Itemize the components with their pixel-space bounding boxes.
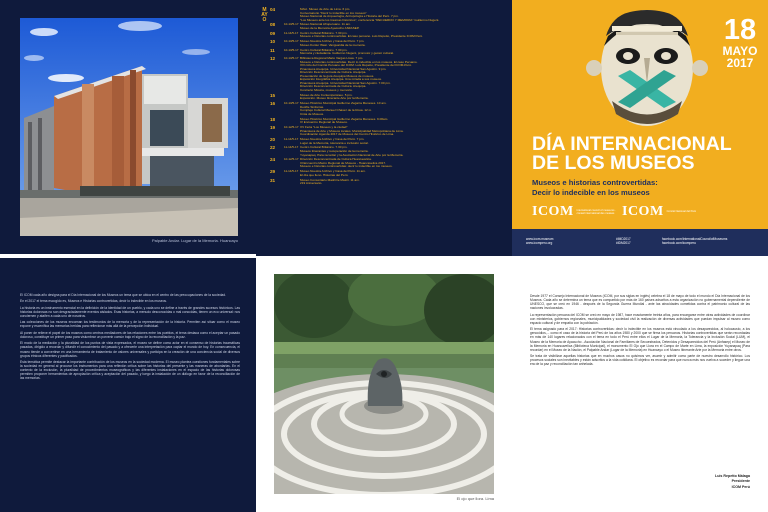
agenda-lines (300, 32, 506, 39)
agenda-day: 20 (270, 137, 276, 143)
agenda-dates: 10-13/5-17 (284, 56, 299, 61)
agenda-item (270, 158, 506, 169)
agenda-lines (300, 49, 506, 56)
message-paragraph: La representación peruana del ICOM se creó en mayo de 1987, hace exactamente treinta años, para encargarse entre otras actividades de coordinar con ministerios, gobiernos regionales, municipalidades y sociedad civil la realización de diversas actividades que puedan impulsar al museo como espacio cultural y de empatía con la población. (530, 312, 750, 325)
message-paragraph: Desde 1977 el Consejo Internacional de Museos (ICOM, por sus siglas en inglés) celebra el 18 de mayo de todo el mundo el Día Internacional de los Museos. Cada año se determina un tema que es compartido por más de 160 países adscritos a esta organización no gubernamental dependiente de UNESCO, que se creó en 1946 - después de la Segunda Guerra Mundial - ante las atrocidades cometidas contra el patrimonio cultural de las naciones involucradas. (530, 294, 750, 311)
panel-intro-text (0, 256, 256, 512)
panel-divider (0, 254, 256, 258)
footer-hashtags: #IMD2017 #IDM2017 (616, 237, 631, 245)
message-text-body (530, 294, 750, 369)
agenda-line: Complejo Cultural Manuel Chávez de la Rosa. 12 m. (300, 109, 373, 113)
agenda-line: Coordinación Agenda 2017 de Museos del Centro Histórico de Lima. (300, 133, 395, 137)
agenda-list (270, 8, 506, 187)
agenda-day: 10 (270, 39, 276, 45)
agenda-dates: 11-14/5-17 (284, 145, 299, 150)
intro-paragraph: Las colecciones de los museos encarnan los testimonios de la memoria y de la representación de la historia. Permiten así situar como el museo expone y escenifica las memorias heridas para reflexionar más allá de la percepción individual. (20, 320, 240, 329)
signature-name: Luis Repetto Málaga (715, 474, 750, 478)
agenda-lines (300, 146, 506, 157)
agenda-line: XIII ciclo del Comité Peruano del ICOM. Luis Repetto, Presidente del ICOM-Perú. (300, 64, 412, 68)
agenda-line: Dirección Desconcentrada de Cultura. Arequipa. (300, 85, 367, 89)
poster-footer (512, 229, 768, 256)
agenda-dates: 10-12/5-17 (284, 125, 299, 130)
agenda-lines (300, 179, 506, 186)
agenda-item (270, 118, 506, 125)
agenda-item (270, 23, 506, 30)
agenda-line: Concierto Música, museos y memoria. (300, 88, 353, 92)
agenda-line: Centro Cultural Británico. 7.30 pm. (300, 31, 348, 35)
agenda-item (270, 126, 506, 137)
icom-peru-logo-tagline: Comité Nacional del Perú (666, 210, 697, 214)
panel-building-photo (0, 0, 256, 256)
poster-date (716, 16, 764, 69)
agenda-day: 09 (270, 30, 276, 36)
agenda-dates: 11-14/5-17 (284, 30, 299, 35)
agenda-line: Museo Histórico Municipal Guillermo Zegarra Meneses. 9.00am. (300, 117, 389, 121)
agenda-day: 24 (270, 157, 276, 163)
agenda-line: Memoria y ciudadanía. Guillermo Nugent, promotor y gestor cultural. (300, 52, 394, 56)
agenda-item (270, 94, 506, 101)
agenda-day: 11 (270, 47, 275, 53)
museum-mask-illustration (572, 6, 722, 131)
agenda-day: 08 (270, 22, 276, 28)
agenda-lines (300, 40, 506, 47)
signature-role: Presidente (731, 479, 750, 484)
agenda-line: 219 Aniversario. (300, 182, 323, 186)
agenda-line: Museos itinerantes y recuperación de la memoria. (300, 149, 369, 153)
poster-subtitle-line-1: Museos e historias controvertidas: (532, 178, 658, 187)
agenda-line: "Los Museos ante los traumas históricos", conferencia "RECUERDO Y MEMORIA" Guillermo Nugent. (300, 18, 440, 22)
agenda-line: Centro Cultural Británico. 7.30 pm. (300, 48, 348, 52)
message-paragraph: Se trata de visibilizar aquellas historias que en muchos casos no quisimos ver, asumir y admitir como parte de nuestro desarrollo histórico. Los procesos sociales son inevitables y están adscritos a la vida cotidiana. El objetivo es recordar para que nunca más nos vuelva a suceder y llegue una era de la paz y reconciliación tan anhelada. (530, 354, 750, 367)
agenda-lines (300, 118, 506, 125)
message-paragraph: El tema asignado para el 2017: Historias controvertidas: decir lo indecible en los museos está vinculado a los desaparecidos, al holocausto, a los genocidios,... como el caso de la historia del Perú de los años 1980 y 2000 que se firma los peruanos. Historias controvertidas que serán recordadas en más de 140 lugares relacionados con el tema en todo el Perú entre ellos el Lugar de la Memoria, la Tolerancia y la Inclusión Social (LUM), el Museo de la Memoria de Ayacucho - Asociación Nacional de Familiares de Secuestrados, Detenidos y Desaparecidos del Perú (Anfasep) el Museo de la Memoria en Huancavelica (Biblioteca Municipal), el monumento El Ojo que Llora en el Campo de Marte en Lima, la exposición Yuyanapaq (Para recordar) en el Museo de la Nación, el Palpable Andar (Lugar de la Memoria) en Huancayo o el Museo Itinerante Arte por la Memoria entre otros. (530, 327, 750, 352)
intro-paragraph: El ICOM cada año designa para el Día Internacional de los Museos un tema que se ubica en el centro de las preocupaciones de la sociedad. (20, 293, 226, 297)
agenda-item (270, 8, 506, 22)
agenda-line: Dirección Desconcentrada de Cultura. Arequipa. (300, 71, 367, 75)
agenda-item (270, 146, 506, 157)
agenda-line: Museos e historias controvertidas. El caso peruano. Luis Repetto, Presidente ICOM Perú. (300, 35, 423, 39)
agenda-line: Museo Nacional Afroperuano. 11 am. (300, 23, 351, 27)
agenda-line: Biblioteca Regional Mario Vargas Llosa. 7 pm. (300, 57, 364, 61)
intro-paragraph: El modo de la mediación y la pluralidad de los puntos de vista expresados, el museo se define como actor en el consenso de historias traumáticas pasadas, dirigido a recordar y difundir el conocimiento del pasado y a ofrecerle una interpretación para captar el mundo de hoy. En consecuencia, el museo tiende a convertirse en una herramienta de tratamiento de valores universales y participa en la creación de una conciencia social de diversos grupos étnicos diferentes y pacificados. (20, 341, 240, 358)
agenda-dates: 10-13/5-17 (284, 47, 299, 52)
agenda-lines (300, 94, 506, 101)
agenda-line: Conversatorio "Decir lo indecible en los museos" (300, 11, 367, 15)
agenda-item (270, 40, 506, 47)
photo-el-ojo-que-llora (274, 274, 494, 494)
agenda-lines (300, 126, 506, 137)
panel-agenda (256, 0, 512, 256)
panel-presidential-message (512, 256, 768, 512)
agenda-item (270, 170, 506, 177)
agenda-dates: 10-13/5-17 (284, 22, 299, 27)
agenda-item (270, 138, 506, 145)
agenda-line: Exposición. Museo Itinerante Arte por la Memoria. (300, 97, 369, 101)
icom-peru-logo-word: ICOM (622, 204, 664, 219)
panel-poster (512, 0, 768, 256)
agenda-line: Museos e historias controvertidas: decir lo indecible en los museos. (300, 165, 393, 169)
agenda-day: 19 (270, 125, 276, 131)
agenda-line: Museo Histórico Municipal Guillermo Zegarra Meneses. 10 am. (300, 102, 387, 106)
signature-block (672, 474, 750, 490)
agenda-line: Museo Nuestra Archivo y Casa del Perú. 7 pm. (300, 40, 365, 44)
agenda-line: Pinacoteca de Arte y Museos locales. Municipalidad Metropolitana de Lima. (300, 129, 404, 133)
poster-year: 2017 (726, 56, 754, 70)
icom-logo (532, 202, 619, 222)
poster-day: 18 (723, 14, 757, 46)
intro-text-body (20, 293, 240, 383)
agenda-line: Museo Kuntur Wasi. Vanguardia de la memoria. (300, 43, 366, 47)
agenda-lines (300, 170, 506, 177)
agenda-day: 15 (270, 92, 276, 98)
poster-title-line-1: DÍA INTERNACIONAL (532, 133, 732, 155)
agenda-line: Museos e historias controvertidas. Decir lo indecible en los museos. El caso Peruano. (300, 60, 418, 64)
intro-paragraph: Al poner de relieve el papel de los museos como centros mediadores de las relaciones entre los pueblos, el tema destaca como el aceptar un pasado doloroso, constituye un primer paso para vislumbrar un porvenir común bajo el signo de la reconciliación y la paz. (20, 330, 240, 339)
agenda-line: Exposición fotográfica Arequipa. Una mirada a sus museos. (300, 78, 382, 82)
agenda-lines (300, 23, 506, 30)
agenda-line: MALI. Museo de Arte de Lima. 6 pm. (300, 8, 351, 11)
photo-caption-monument: El ojo que llora. Lima (456, 496, 494, 501)
agenda-lines (300, 158, 506, 169)
agenda-dates: 10-13/5-17 (284, 101, 299, 106)
footer-web-links[interactable]: www.icom.museum www.icomperu.org (526, 237, 554, 245)
agenda-line: Dirección Desconcentrada de Cultura Huancavelica. (300, 158, 372, 162)
agenda-lines (300, 138, 506, 145)
agenda-line: Pinacoteca Arequipa. Universidad Nacional San Agustín. 9 pm. (300, 67, 387, 71)
agenda-day: 12 (270, 56, 276, 62)
agenda-day: 22 (270, 145, 276, 151)
agenda-day: 31 (270, 177, 276, 183)
agenda-dates: 11-14/5-17 (284, 137, 299, 142)
agenda-line: Museo Comunitario Mashiríe Masiri. 11 am. (300, 178, 360, 182)
agenda-line: Cinta de Museos. (300, 112, 325, 116)
poster-subtitle-line-2: Decir lo indecible en los museos (532, 188, 650, 197)
icom-peru-logo (622, 202, 709, 222)
intro-paragraph: Esta temática permite destacar la importante contribución de los museos en la sociedad moderna. El museo plantea cuestiones fundamentales sobre la sociedad en general al procurar los instrumentos para una reflexión crítica sobre las historias del presente y las maneras de abordarlas. En el contexto de la exclusión, la pluralidad de procedimientos museográficos y las diferentes instalaciones en el espacio de las historias dolorosas permiten proponer herramientas de apropiación crítica y aceptación del pasado, y luego la instalación de un diálogo en favor de la reconciliación de las memorias. (20, 360, 240, 381)
agenda-item (270, 102, 506, 116)
poster-title-line-2: DE LOS MUSEOS (532, 152, 695, 174)
photo-caption: Palpable Andar. Lugar de la Memoria. Huancayo (151, 238, 238, 243)
agenda-day: 16 (270, 101, 276, 107)
agenda-line: III Encuentro Macro Regional de Museos - Huancavelica 2017. (300, 161, 386, 165)
agenda-line: Museo de la Memoria Ayacucho ANFASEP. (300, 27, 360, 31)
agenda-lines (300, 57, 506, 92)
agenda-line: Museo de Arte Contemporáneo. 5 pm. (300, 93, 353, 97)
agenda-item (270, 49, 506, 56)
intro-paragraph: En el 2017 el tema escogido es, Museos e Historias controvertidas, decir lo indecible en los museos. (20, 299, 167, 304)
agenda-dates: 10-13/5-17 (284, 39, 299, 44)
agenda-day: 04 (270, 7, 276, 12)
agenda-dates: 10-12/5-17 (284, 157, 299, 162)
agenda-lines (300, 8, 506, 22)
signature-org: ICOM Perú (731, 484, 750, 489)
agenda-dates: 11-14/5-17 (284, 169, 299, 174)
agenda-item (270, 179, 506, 186)
agenda-line: Pinacoteca Arequipa. Universidad Nacional San Agustín. 7.00 pm. (300, 81, 391, 85)
agenda-line: Museo Nuestra Archivo y Casa del Perú. 11 am. (300, 170, 366, 174)
agenda-line: Centro Cultural Británico. 7.30 pm. (300, 146, 348, 150)
agenda-day: 29 (270, 169, 276, 175)
agenda-line: Presentación de la guía Arequipa Museos de museos. (300, 74, 375, 78)
month-tag: MAYO (261, 7, 268, 24)
agenda-line: El día que lleno. Historias del Perú. (300, 173, 349, 177)
agenda-line: Yuyanapaq. Para recordar y la Asociación Nacional de Arte por la Memoria. (300, 153, 404, 157)
agenda-line: Desfile Sinfonías. (300, 105, 325, 109)
panel-monument-photo (256, 256, 512, 512)
agenda-line: Lugar de la Memoria, tolerancia e inclusión social. (300, 141, 369, 145)
intro-paragraph: La historia es un instrumento esencial en la definición de la identidad de un pueblo, y cada uno se define a través de grandes sucesos históricos. Las historias dolorosas no son desgraciadamente eventos aislados. Esas historias, a menudo desconocidas o mal conocidas, tienen un eco universal: nos conciernen y atañen a cada uno de nosotros. (20, 305, 240, 318)
agenda-item (270, 32, 506, 39)
agenda-item (270, 57, 506, 92)
agenda-line: Museo Nuestra Archivo y Casa del Perú. 7 pm. (300, 138, 365, 142)
icom-logo-tagline: international council of museums · conseil international des musées (576, 208, 617, 215)
agenda-line: XV Feria "Los Museos y la ciudad" (300, 126, 348, 130)
agenda-day: 18 (270, 116, 276, 122)
poster-month: MAYO (722, 44, 758, 58)
agenda-line: Museo Nacional de Arqueología, Antropología e Historia del Perú. 7 pm. (300, 15, 399, 19)
icom-logo-word: ICOM (532, 204, 574, 219)
photo-memorial-building (20, 18, 238, 236)
footer-facebook-links[interactable]: facebook.com/InternationalCouncilofMuseums facebook.com/icomperu (662, 237, 728, 245)
agenda-line: IV Encuentro Regional de Museos. (300, 121, 348, 125)
agenda-lines (300, 102, 506, 116)
